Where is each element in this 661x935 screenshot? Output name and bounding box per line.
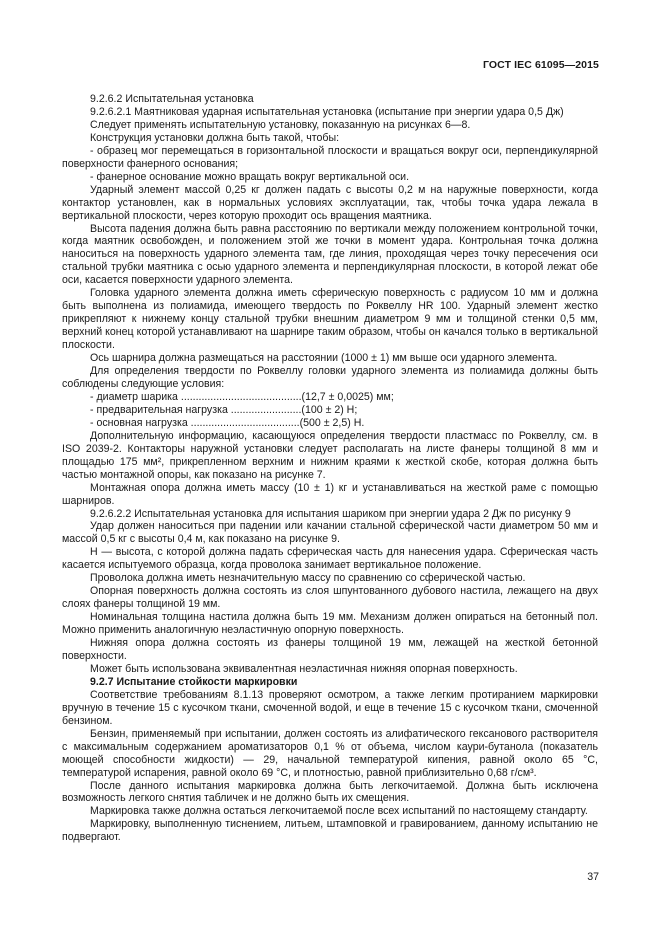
paragraph: Для определения твердости по Роквеллу головки ударного элемента из полиамида должны быть соблюдены следующие условия: [62,365,598,390]
paragraph: 9.2.6.2.1 Маятниковая ударная испытательная установка (испытание при энергии удара 0,5 Дж) [90,105,564,118]
paragraph: Проволока должна иметь незначительную массу по сравнению со сферической частью. [90,572,526,585]
paragraph: После данного испытания маркировка должна быть легкочитаемой. Должна быть исключена возможность легкого снятия табличек и не должно быть их смещения. [62,779,598,805]
paragraph: Может быть использована эквивалентная неэластичная нижняя опорная поверхность. [90,662,518,675]
list-item: - основная нагрузка .....................................(500 ± 2,5) Н. [90,416,365,429]
paragraph: Номинальная толщина настила должна быть 19 мм. Механизм должен опираться на бетонный пол. Можно применить аналогичную неэластичную опорную поверхность. [62,611,598,637]
list-item: - образец мог перемещаться в горизонтальной плоскости и вращаться вокруг оси, перпендикулярной поверхности фанерного основания; [62,144,598,170]
paragraph: Ударный элемент массой 0,25 кг должен падать с высоты 0,2 м на наружные поверхности, когда контактор установлен, как в нормальных условиях эксплуатации, так, чтобы точка удара лежала в вертикальной плоскости, через которую проходит ось вращения маятника. [62,183,598,222]
paragraph: 9.2.6.2 Испытательная установка [90,93,254,105]
list-item: - фанерное основание можно вращать вокруг вертикальной оси. [90,170,410,183]
paragraph: Соответствие требованиям 8.1.13 проверяют осмотром, а также легким протиранием маркировки вручную в течение 15 с кусочком ткани, смоченной водой, и еще в течение 15 с кусочком ткани, смоченной бензином. [62,688,598,727]
paragraph: Следует применять испытательную установку, показанную на рисунках 6—8. [90,118,471,131]
paragraph: Н — высота, с которой должна падать сферическая часть для нанесения удара. Сферическая часть касается испытуемого образца, когда проволока занимает вертикальное положение. [62,546,598,572]
paragraph: Маркировку, выполненную тиснением, литьем, штамповкой и гравированием, данному испытанию не подвергают. [62,818,598,844]
document-body [62,93,598,844]
paragraph: Дополнительную информацию, касающуюся определения твердости пластмасс по Роквеллу, см. в ISO 2039-2. Контакторы наружной установки следует располагать на листе фанеры толщиной 8 мм и площадью 175 мм², прикрепленном верхним и нижним краями к жесткой скобе, которая должна быть частью монтажной опоры, как показано на рисунке 7. [62,429,598,481]
paragraph: Головка ударного элемента должна иметь сферическую поверхность с радиусом 10 мм и должна быть выполнена из полиамида, имеющего твердость по Роквеллу HR 100. Ударный элемент жестко прикрепляют к нижнему концу стальной трубки внешним диаметром 9 мм и толщиной стенки 0,5 мм, верхний конец которой устанавливают на шарнире таким образом, чтобы он качался только в вертикальной плоскости. [62,287,598,352]
paragraph: Конструкция установки должна быть такой, чтобы: [90,131,340,144]
page-number: 37 [587,871,599,883]
paragraph: Ось шарнира должна размещаться на расстоянии (1000 ± 1) мм выше оси ударного элемента. [90,352,558,365]
paragraph: Бензин, применяемый при испытании, должен состоять из алифатического гексанового растворителя с максимальным содержанием ароматизаторов 0,1 % от объема, числом каури-бутанола (показатель моющей способности жидкости) — 29, начальной температурой кипения, равной около 65 °С, температурой испарения, равной около 69 °С, и плотностью, равной приблизительно 0,68 г/см³. [62,727,598,779]
paragraph: Маркировка также должна остаться легкочитаемой после всех испытаний по настоящему стандарту. [90,805,588,818]
paragraph: 9.2.6.2.2 Испытательная установка для испытания шариком при энергии удара 2 Дж по рисунку 9 [90,507,571,520]
paragraph: Высота падения должна быть равна расстоянию по вертикали между положением контрольной точки, когда маятник освобожден, и положением этой же точки в момент удара. Контрольная точка должна наноситься на поверхность ударного элемента там, где линия, проходящая через точку пересечения оси стальной трубки маятника с осью ударного элемента и перпендикулярная плоскости, в которой лежат обе оси, касается поверхности ударного элемента. [62,222,598,287]
list-item: - диаметр шарика .........................................(12,7 ± 0,0025) мм; [90,390,394,403]
standard-header: ГОСТ IEC 61095—2015 [482,59,599,71]
paragraph: Нижняя опора должна состоять из фанеры толщиной 19 мм, лежащей на жесткой бетонной поверхности. [62,637,598,662]
list-item: - предварительная нагрузка ........................(100 ± 2) Н; [90,403,358,416]
paragraph: Опорная поверхность должна состоять из слоя шпунтованного дубового настила, лежащего на двух слоях фанеры толщиной 19 мм. [62,585,598,611]
section-heading: 9.2.7 Испытание стойкости маркировки [90,675,298,688]
paragraph: Удар должен наноситься при падении или качании стальной сферической части диаметром 50 мм и массой 0,5 кг с высоты 0,4 м, как показано на рисунке 9. [62,520,598,546]
paragraph: Монтажная опора должна иметь массу (10 ± 1) кг и устанавливаться на жесткой раме с помощью шарниров. [62,481,598,507]
